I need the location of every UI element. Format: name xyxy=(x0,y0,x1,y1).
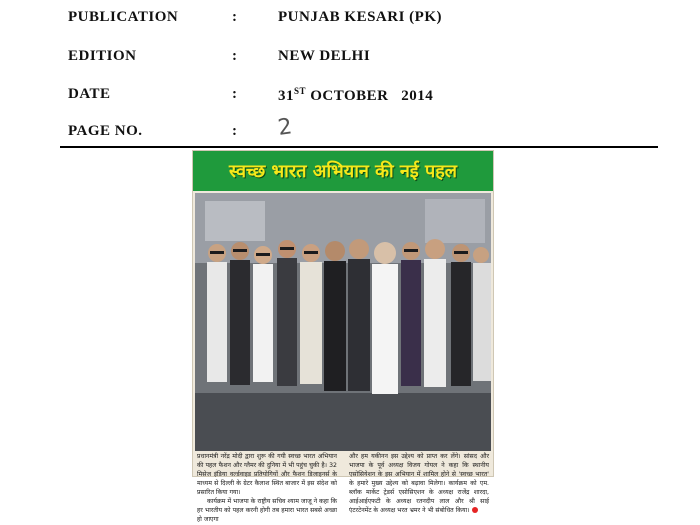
article-left-column xyxy=(197,453,337,525)
article-right-column xyxy=(349,453,489,516)
separator-rule xyxy=(60,146,658,148)
publication-colon: : xyxy=(232,9,238,25)
newspaper-clipping xyxy=(192,150,494,523)
date-colon: : xyxy=(232,86,238,102)
clipping-headline: स्वच्छ भारत अभियान की नई पहल xyxy=(229,161,457,182)
article-body xyxy=(197,453,489,523)
article-left-paragraph-1: प्रधानमंत्री नरेंद्र मोदी द्वारा शुरू की गयी स्वच्छ भारत अभियान की पहल फैशन और ग्लैमर की दुनिया में भी पहुंच चुकी है। 32 मिसेज इंडिया वर्ल्डवाइड प्रतियोगियों और फैशन डिजाइनर्स के माध्यम से दिल्ली के ग्रेटर कैलाश स्थित बाजार में इस संदेश को प्रसारित किया गया। xyxy=(197,453,337,496)
page-no-colon: : xyxy=(232,123,238,139)
edition-label: EDITION xyxy=(68,48,137,64)
date-suffix: ST xyxy=(294,86,307,96)
page-no-handwritten: 2 xyxy=(276,114,295,141)
clipping-headline-banner xyxy=(193,151,493,191)
end-bullet-icon xyxy=(472,507,478,513)
date-value xyxy=(278,86,433,105)
edition-value: NEW DELHI xyxy=(278,48,371,64)
article-right-paragraph: और हम यकीनन इस उद्देश्य को प्राप्त कर लेंगे। सांसद और भाजपा के पूर्व अध्यक्ष विजय गोयल ने कहा कि स्थानीय एसोसियेशन के इस अभियान में शामिल होने से 'स्वच्छ भारत' के हमारे मुख्य उद्देश्य को बढ़ावा मिलेगा। कार्यक्रम को एम. ब्लॉक मार्केट ट्रेडर्स एसोसिएशन के अध्यक्ष राजेंद्र शारदा, आईआईएफटी के अध्यक्ष रतनदीप लाल और श्री साई एंटरटेनमेंट के अध्यक्ष भरत भ्रमर ने भी संबोधित किया। xyxy=(349,453,489,514)
date-rest: OCTOBER 2014 xyxy=(306,88,434,104)
article-left-paragraph-2: कार्यक्रम में भाजपा के राष्ट्रीय सचिव श्याम जाजू ने कहा कि हर भारतीय को पहल करनी होगी तब हमारा भारत सबसे अच्छा हो जाएगा xyxy=(197,497,338,523)
page-no-label: PAGE NO. xyxy=(68,123,143,139)
publication-value: PUNJAB KESARI (PK) xyxy=(278,9,443,25)
date-day: 31 xyxy=(278,88,294,104)
event-photo-illustration xyxy=(195,193,491,451)
edition-colon: : xyxy=(232,48,238,64)
event-photo xyxy=(195,193,491,451)
date-label: DATE xyxy=(68,86,111,102)
publication-label: PUBLICATION xyxy=(68,9,179,25)
